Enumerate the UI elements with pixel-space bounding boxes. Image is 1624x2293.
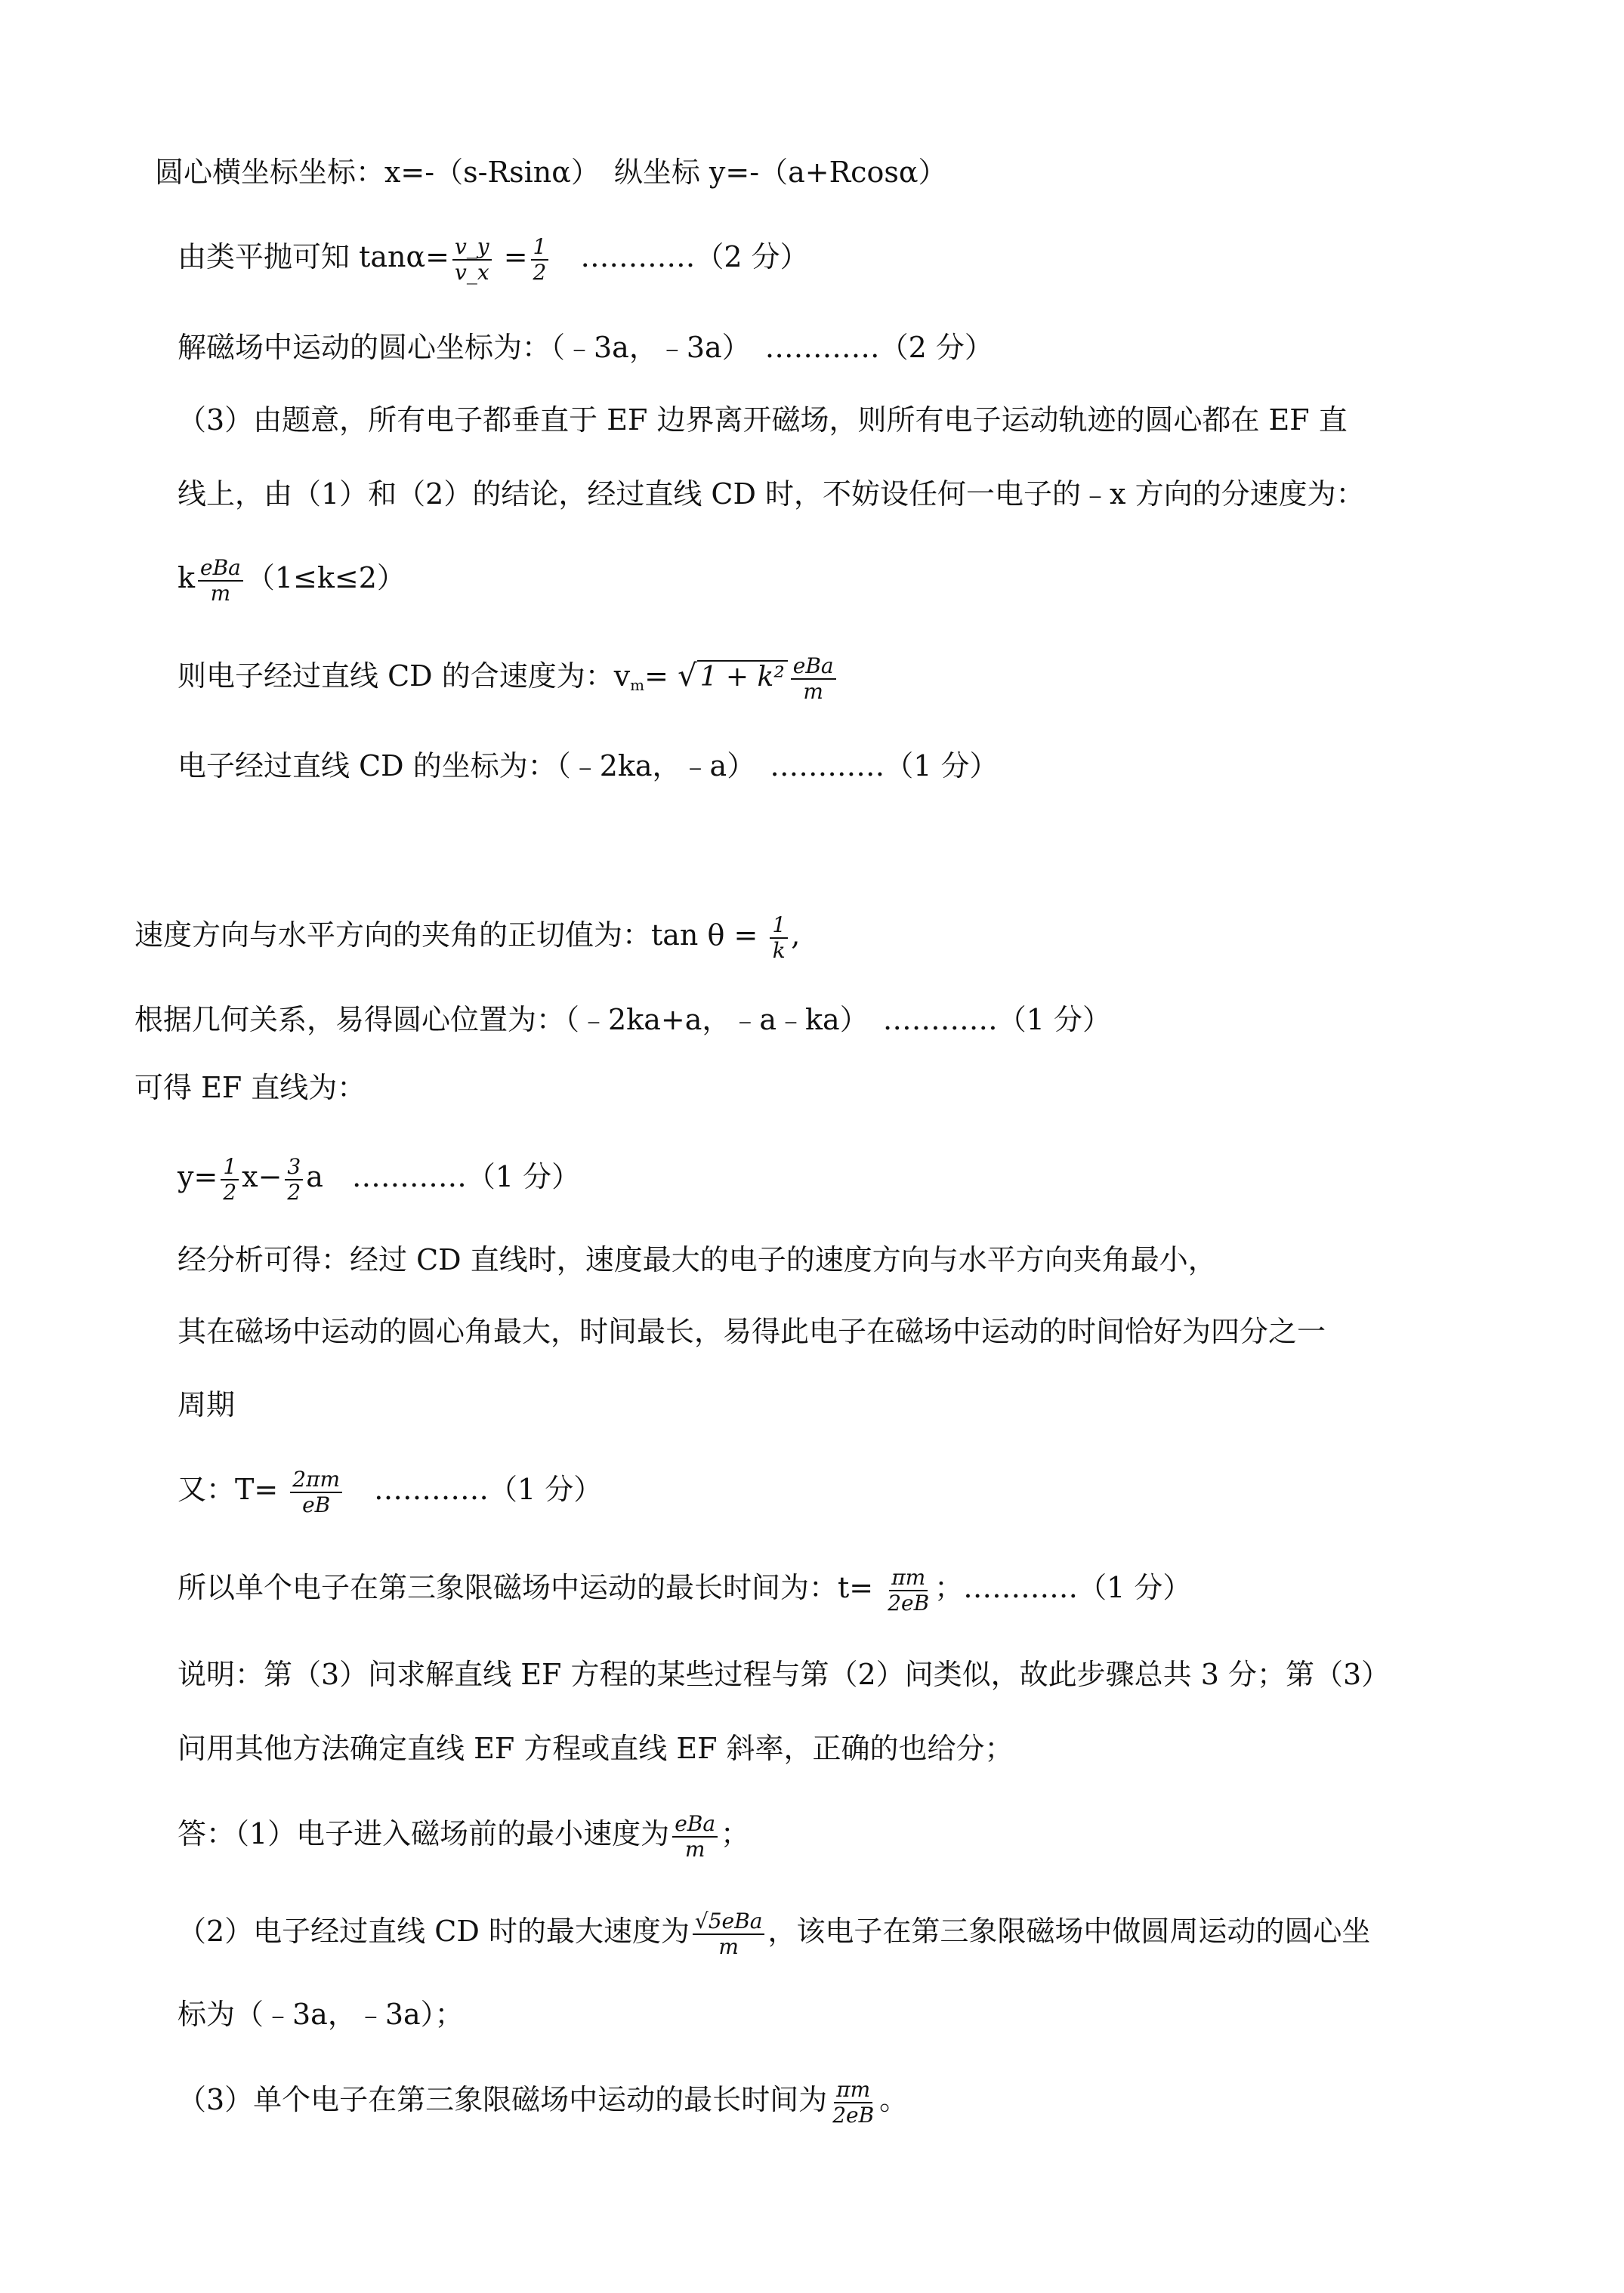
text-line: 周期 [178,1388,236,1421]
sqrt-sign: √ [678,659,697,693]
text-line: 其在磁场中运动的圆心角最大，时间最长，易得此电子在磁场中运动的时间恰好为四分之一 [178,1315,1326,1348]
text-segment: 由类平抛可知 tanα= [178,240,449,273]
text-segment: y= [178,1160,218,1193]
numerator: √5eBa [693,1909,765,1935]
text-line: 电子经过直线 CD 的坐标为：（﹣2ka，﹣a） …………（1 分） [178,749,999,782]
denominator: k [772,937,786,963]
text-line [178,1811,749,1862]
numerator: eBa [672,1812,718,1838]
numerator: πm [834,2078,872,2103]
fraction [791,654,836,704]
text-line: 圆心横坐标坐标：x=-（s-Rsinα） 纵坐标 y=-（a+Rcosα） [155,156,947,189]
numerator: 2πm [290,1467,342,1493]
fraction [221,1155,239,1205]
text-line: （3）由题意，所有电子都垂直于 EF 边界离开磁场，则所有电子运动轨迹的圆心都在 EF 直 [178,403,1348,437]
text-line [178,653,839,708]
denominator: m [210,580,231,606]
text-segment: k [178,561,196,594]
numerator: eBa [198,556,243,582]
text-segment: （3）单个电子在第三象限磁场中运动的最长时间为 [178,2083,828,2116]
text-line [178,1467,602,1517]
text-segment: ；…………（1 分） [934,1571,1192,1604]
fraction [770,913,788,963]
text-line: 线上，由（1）和（2）的结论，经过直线 CD 时，不妨设任何一电子的﹣x 方向的分速度为： [178,477,1365,511]
denominator: m [684,1836,705,1862]
fraction [693,1909,765,1959]
text-line: 可得 EF 直线为： [134,1071,366,1104]
text-segment: 又：T= [178,1473,288,1506]
text-segment: 所以单个电子在第三象限磁场中运动的最长时间为：t= [178,1571,883,1604]
text-line [178,2077,908,2128]
numerator: 1 [221,1155,239,1180]
denominator: m [803,678,823,704]
text-segment: 则电子经过直线 CD 的合速度为：v [178,659,631,693]
text-line [178,1909,1370,1959]
denominator: 2eB [832,2102,875,2128]
fraction [285,1155,303,1205]
text-segment: （2）电子经过直线 CD 时的最大速度为 [178,1915,690,1948]
fraction [672,1812,718,1862]
denominator: 2 [223,1179,237,1205]
text-line [178,234,809,285]
denominator: 2 [287,1179,301,1205]
radicand: 1 + k² [697,660,788,693]
text-segment: x− [242,1160,283,1193]
numerator: eBa [791,654,836,680]
denominator: eB [302,1492,331,1517]
text-line: 解磁场中运动的圆心坐标为：（﹣3a，﹣3a） …………（2 分） [178,331,993,364]
denominator: 2eB [888,1590,930,1616]
text-line: 标为（﹣3a，﹣3a）； [178,1998,464,2031]
text-segment: …………（2 分） [551,240,809,273]
text-segment: a …………（1 分） [306,1160,581,1193]
numerator: v_y [452,235,492,261]
text-line [178,1154,580,1205]
numerator: πm [889,1566,928,1591]
text-segment: , [791,918,801,952]
text-line: 根据几何关系，易得圆心位置为：（﹣2ka+a，﹣a﹣ka） …………（1 分） [134,1003,1111,1036]
text-line: 问用其他方法确定直线 EF 方程或直线 EF 斜率，正确的也给分； [178,1732,1014,1765]
numerator: 3 [285,1155,303,1180]
fraction [830,2078,876,2128]
fraction [452,235,492,285]
denominator: v_x [455,259,489,285]
text-segment: 。 [879,2083,909,2116]
fraction [531,235,549,285]
text-segment: ； [721,1817,750,1850]
text-segment: （1≤k≤2） [245,561,406,594]
denominator: 2 [533,259,547,285]
text-segment: = [644,659,678,693]
text-line: 经分析可得：经过 CD 直线时，速度最大的电子的速度方向与水平方向夹角最小， [178,1243,1217,1276]
text-line: 说明：第（3）问求解直线 EF 方程的某些过程与第（2）问类似，故此步骤总共 3 分；第（3） [178,1658,1391,1691]
text-segment: = [494,240,528,273]
text-segment: ，该电子在第三象限磁场中做圆周运动的圆心坐 [767,1915,1371,1948]
fraction [290,1467,342,1517]
fraction [885,1566,931,1616]
numerator: 1 [770,913,788,939]
text-line [134,912,800,963]
text-segment: 答：（1）电子进入磁场前的最小速度为 [178,1817,670,1850]
numerator: 1 [531,235,549,261]
text-segment: …………（1 分） [345,1473,603,1506]
text-line [178,1565,1191,1616]
subscript: m [630,676,645,694]
text-segment: 速度方向与水平方向的夹角的正切值为：tan θ = [134,918,767,952]
denominator: m [718,1933,739,1959]
fraction [198,556,243,606]
text-line [178,555,406,606]
